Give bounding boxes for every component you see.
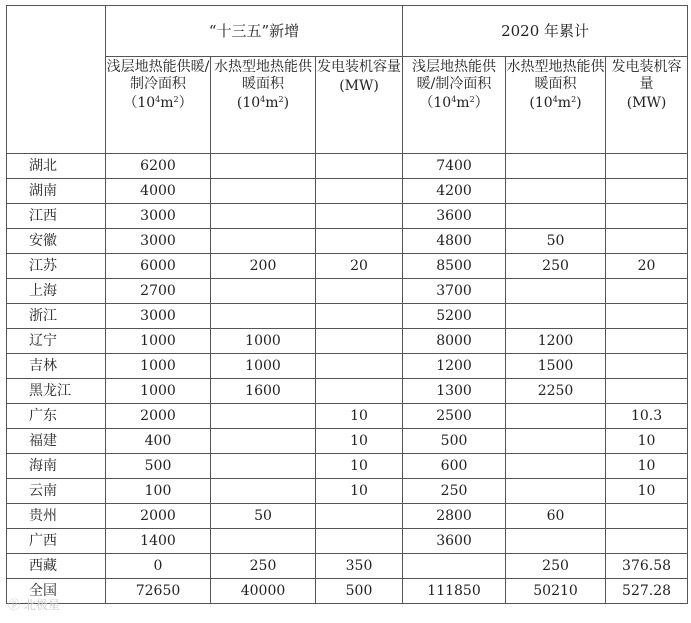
value-cell (606, 304, 688, 329)
value-cell (211, 454, 316, 479)
value-cell: 2000 (106, 504, 211, 529)
value-cell (316, 229, 403, 254)
province-cell: 福建 (7, 429, 106, 454)
value-cell: 250 (211, 554, 316, 579)
value-cell: 1500 (506, 354, 606, 379)
province-cell: 贵州 (7, 504, 106, 529)
value-cell: 20 (316, 254, 403, 279)
column-header-6 (606, 57, 688, 154)
column-unit (211, 95, 315, 112)
value-cell: 100 (106, 479, 211, 504)
watermark-text: 北极星 (23, 598, 60, 612)
value-cell: 0 (106, 554, 211, 579)
value-cell (506, 454, 606, 479)
unit-part: m (557, 95, 572, 111)
column-header-text: 水热型地热能供暖面积 (214, 59, 312, 92)
column-header-3 (316, 57, 403, 154)
value-cell (211, 404, 316, 429)
value-cell (316, 354, 403, 379)
value-cell: 600 (403, 454, 506, 479)
value-cell: 250 (506, 254, 606, 279)
province-cell: 上海 (7, 279, 106, 304)
unit-text: (MW) (626, 95, 667, 111)
value-cell: 4000 (106, 179, 211, 204)
value-cell: 10 (316, 404, 403, 429)
watermark-icon: ⓟ (8, 598, 24, 612)
value-cell: 250 (506, 554, 606, 579)
value-cell (606, 329, 688, 354)
value-cell: 3600 (403, 529, 506, 554)
province-cell: 西藏 (7, 554, 106, 579)
group-header-cumulative: 2020 年累计 (403, 6, 688, 57)
value-cell: 1200 (403, 354, 506, 379)
value-cell: 2800 (403, 504, 506, 529)
table-row (7, 479, 688, 504)
value-cell: 5200 (403, 304, 506, 329)
value-cell (316, 329, 403, 354)
column-header-text: 发电装机容量 (611, 59, 682, 92)
value-cell (506, 429, 606, 454)
table-row (7, 529, 688, 554)
value-cell: 3000 (106, 229, 211, 254)
province-cell: 江西 (7, 204, 106, 229)
value-cell: 10 (606, 429, 688, 454)
value-cell: 3000 (106, 304, 211, 329)
value-cell (316, 154, 403, 179)
value-cell: 20 (606, 254, 688, 279)
unit-part: (10 (529, 95, 553, 111)
value-cell (211, 154, 316, 179)
value-cell (606, 154, 688, 179)
table-row (7, 304, 688, 329)
table-row (7, 154, 688, 179)
column-unit (403, 95, 505, 112)
value-cell: 2500 (403, 404, 506, 429)
unit-part: 4 (155, 95, 161, 104)
unit-part: （10 (123, 95, 156, 111)
column-header-1 (106, 57, 211, 154)
column-header-text: 水热型地热能供暖面积 (506, 59, 605, 92)
unit-part: ） (474, 95, 489, 111)
value-cell (506, 279, 606, 304)
value-cell: 4200 (403, 179, 506, 204)
value-cell (211, 279, 316, 304)
province-cell: 黑龙江 (7, 379, 106, 404)
table-row (7, 354, 688, 379)
value-cell: 3600 (403, 204, 506, 229)
value-cell: 10 (316, 454, 403, 479)
unit-part: 2 (278, 95, 284, 104)
value-cell (506, 404, 606, 429)
province-cell: 浙江 (7, 304, 106, 329)
column-header-text: 浅层地热能供暖/制冷面积 (106, 59, 210, 92)
value-cell: 250 (403, 479, 506, 504)
value-cell: 6200 (106, 154, 211, 179)
table-row (7, 279, 688, 304)
table-row (7, 254, 688, 279)
unit-part: m (160, 95, 174, 111)
value-cell: 2250 (506, 379, 606, 404)
province-cell: 广西 (7, 529, 106, 554)
column-unit (606, 95, 687, 112)
value-cell (606, 504, 688, 529)
value-cell (606, 279, 688, 304)
value-cell: 500 (106, 454, 211, 479)
table-row (7, 429, 688, 454)
column-unit (316, 78, 402, 95)
value-cell (316, 279, 403, 304)
table-row (7, 329, 688, 354)
unit-part: 4 (552, 95, 558, 104)
corner-cell (7, 6, 106, 154)
province-cell: 广东 (7, 404, 106, 429)
column-header-2 (211, 57, 316, 154)
province-cell: 海南 (7, 454, 106, 479)
province-cell: 辽宁 (7, 329, 106, 354)
value-cell: 7400 (403, 154, 506, 179)
unit-part: (10 (236, 95, 261, 111)
column-unit (106, 95, 210, 112)
value-cell: 10 (316, 479, 403, 504)
value-cell (211, 304, 316, 329)
unit-part: m (456, 95, 470, 111)
unit-part: ） (178, 95, 193, 111)
value-cell (506, 479, 606, 504)
province-cell: 湖北 (7, 154, 106, 179)
value-cell (606, 379, 688, 404)
value-cell: 60 (506, 504, 606, 529)
value-cell: 3700 (403, 279, 506, 304)
value-cell (506, 204, 606, 229)
value-cell: 400 (106, 429, 211, 454)
unit-part: 4 (260, 95, 266, 104)
column-header-text: 浅层地热能供暖/制冷面积 (412, 59, 497, 92)
value-cell: 10 (606, 479, 688, 504)
geothermal-table (6, 5, 688, 604)
column-header-4 (403, 57, 506, 154)
value-cell: 500 (316, 579, 403, 604)
value-cell: 500 (403, 429, 506, 454)
value-cell: 6000 (106, 254, 211, 279)
value-cell (506, 304, 606, 329)
province-cell: 全国 (7, 579, 106, 604)
value-cell: 1000 (106, 354, 211, 379)
value-cell: 200 (211, 254, 316, 279)
province-cell: 吉林 (7, 354, 106, 379)
value-cell (211, 479, 316, 504)
value-cell (606, 354, 688, 379)
unit-part: ) (576, 95, 582, 111)
value-cell (606, 204, 688, 229)
table-row (7, 579, 688, 604)
value-cell (506, 529, 606, 554)
table-body (7, 154, 688, 604)
table-row (7, 204, 688, 229)
value-cell (211, 229, 316, 254)
value-cell: 50 (211, 504, 316, 529)
value-cell: 10 (606, 454, 688, 479)
unit-part: 2 (173, 95, 179, 104)
value-cell: 111850 (403, 579, 506, 604)
value-cell: 1000 (106, 329, 211, 354)
unit-text: (MW) (339, 78, 379, 94)
table-row (7, 554, 688, 579)
value-cell (606, 179, 688, 204)
value-cell: 2000 (106, 404, 211, 429)
unit-part: 2 (469, 95, 475, 104)
value-cell: 1000 (211, 329, 316, 354)
value-cell: 3000 (106, 204, 211, 229)
value-cell: 1000 (211, 354, 316, 379)
value-cell: 1300 (403, 379, 506, 404)
value-cell (316, 379, 403, 404)
value-cell (506, 154, 606, 179)
value-cell (606, 529, 688, 554)
value-cell: 72650 (106, 579, 211, 604)
value-cell (211, 204, 316, 229)
value-cell (316, 529, 403, 554)
group-header-new: “十三五”新增 (106, 6, 403, 57)
value-cell (316, 304, 403, 329)
value-cell: 376.58 (606, 554, 688, 579)
value-cell: 350 (316, 554, 403, 579)
table-row (7, 404, 688, 429)
value-cell: 8000 (403, 329, 506, 354)
unit-part: （10 (419, 95, 452, 111)
column-unit (506, 95, 605, 112)
province-cell: 江苏 (7, 254, 106, 279)
value-cell: 50 (506, 229, 606, 254)
value-cell: 40000 (211, 579, 316, 604)
value-cell: 10 (316, 429, 403, 454)
value-cell: 1000 (106, 379, 211, 404)
table-row (7, 504, 688, 529)
value-cell (211, 429, 316, 454)
value-cell: 2700 (106, 279, 211, 304)
unit-part: 2 (571, 95, 577, 104)
column-header-text: 发电装机容量 (317, 59, 402, 75)
value-cell: 10.3 (606, 404, 688, 429)
value-cell: 50210 (506, 579, 606, 604)
unit-part: ) (283, 95, 290, 111)
unit-part: m (265, 95, 279, 111)
table-row (7, 379, 688, 404)
table-row (7, 229, 688, 254)
column-header-5 (506, 57, 606, 154)
value-cell (506, 179, 606, 204)
value-cell (606, 229, 688, 254)
table-row (7, 454, 688, 479)
value-cell (211, 529, 316, 554)
province-cell: 湖南 (7, 179, 106, 204)
value-cell (211, 179, 316, 204)
value-cell (316, 204, 403, 229)
province-cell: 云南 (7, 479, 106, 504)
value-cell: 4800 (403, 229, 506, 254)
value-cell: 1200 (506, 329, 606, 354)
value-cell: 527.28 (606, 579, 688, 604)
value-cell: 1600 (211, 379, 316, 404)
value-cell: 1400 (106, 529, 211, 554)
value-cell (403, 554, 506, 579)
province-cell: 安徽 (7, 229, 106, 254)
value-cell (316, 179, 403, 204)
unit-part: 4 (451, 95, 457, 104)
value-cell: 8500 (403, 254, 506, 279)
table-row (7, 179, 688, 204)
value-cell (316, 504, 403, 529)
